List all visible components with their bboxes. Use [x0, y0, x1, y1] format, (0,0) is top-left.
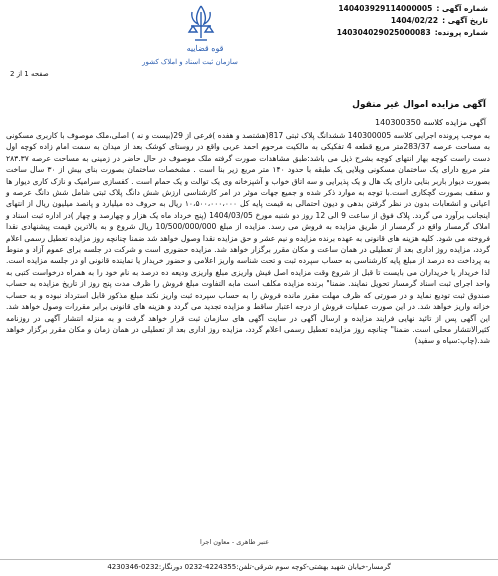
meta-value: 140403929114000005 — [338, 3, 433, 13]
notice-metadata — [288, 2, 488, 38]
org-subtitle: سازمان ثبت اسناد و املاک کشور — [142, 58, 238, 66]
meta-row-notice-number — [288, 2, 488, 14]
signature-line: عنبر طاهری - معاون اجرا — [200, 538, 269, 546]
notice-title: آگهی مزایده اموال غیر منقول — [352, 100, 486, 110]
page-number: صفحه 1 از 2 — [10, 70, 49, 78]
meta-row-notice-date — [288, 14, 488, 26]
footer-address: گرمسار-خیابان شهید بهشتی-کوچه سوم شرقی-تلفن:4224355-0232 دورنگار:0232-4230346 — [0, 559, 498, 571]
org-title: قوه قضاییه — [186, 44, 224, 53]
meta-label: شماره آگهی : — [436, 3, 488, 13]
judiciary-emblem-icon — [186, 4, 216, 44]
meta-row-case-number — [288, 26, 488, 38]
case-class-line: آگهی مزایده کلاسه 140300350 — [375, 118, 486, 127]
notice-body: به موجب پرونده اجرایی کلاسه 140300005 ششدانگ پلاک ثبتی 817(هشتصد و هفده )فرعی از 29(بیست و نه ) اصلی،ملک موصوف با کاربری مسکونی به مساحت عرصه 283/37متر مربع قطعه 4 تفکیکی به مالکیت مرحوم احمد عربی واقع در روستای کوشک بعد از میدان به سمت امام زاده کوچه اول دست راست کوچه بهار انتهای کوچه بشرح ذیل می باشد:طبق مشاهدات صورت گرفته ملک موصوف در حال حاضر در زمینی به مساحت عرصه ۲۸۳.۳۷ متر مربع دارای یک ساختمان مسکونی ویلایی یک طبقه با حدود ۱۴۰ متر مربع زیر بنا است . مشخصات ساختمان بصورت بنای بیش از ۳۰ سال ساخت بصورت دیوار باربر بنایی دارای یک هال و یک پذیرایی و سه اتاق خواب و آشپزخانه وی یک توالت و یک حمام است . کفسازی سرامیک و نازک کاری دیوار ها و سقف بصورت گچکاری است.با توجه به موارد ذکر شده و جمیع جهات موثر در امر کارشناسی ارزش شش دانگ پلاک ثبتی شامل شش دانگ عرصه و اعیانی و انشعابات بدون در نظر گرفتن بدهی و دیون احتمالی به قیمت پایه کل ۱۰،۵۰۰،۰۰۰،۰۰۰ ریال به حروف ده میلیارد و پانصد میلیون ریال از انتهای اینجانب برآورد می گردد. پلاک فوق از ساعت 9 الی 12 روز دو شنبه مورخ 1404/03/05 (پنج خرداد ماه یک هزار و چهارصد و چهار )در اداره ثبت اسناد و املاک گرمسار واقع در گرمسار از طریق مزایده به فروش می رسد. مزایده از مبلغ 10/500/000/000 ریال شروع و به بالاترین قیمت پیشنهادی نقدا فروخته می شود. کلیه هزینه های قانونی به عهده برنده مزایده و نیم عشر و حق مزایده نقدا وصول خواهد شد ضمنا چنانچه روز مزایده تعطیل رسمی اعلام گردد، مزایده روز اداری بعد از تعطیلی در همان ساعت و مکان مقرر برگزار خواهد شد. مزایده حضوری است و شرکت در جلسه برای عموم آزاد و منوط به پرداخت ده درصد از مبلغ پایه کارشناسی به حساب سپرده ثبت و تحت شناسه واریز اعلامی و حضور خریدار یا نماینده قانونی او در جلسه مزایده است. لذا خریدار یا خریداران می بایست تا قبل از شروع وقت مزایده اصل فیش واریزی مبلغ واریزی ودیعه ده درصد به نام خود را به همراه درخواست کتبی به واحد اجرای ثبت اسناد گرمسار تحویل نمایند. ضمنا" برنده مزایده مکلف است مابه التفاوت مبلغ فروش را ظرف مدت پنج روز از تاریخ مزایده به حساب صندوق ثبت تودیع نماید و در صورتی که ظرف مهلت مقرر مانده فروش را به حساب سپرده ثبت واریز نکند مبلغ مذکور قابل استرداد نبوده و به حساب خزانه واریز خواهد شد. در این صورت عملیات فروش از درجه اعتبار ساقط و مزایده تجدید می گردد و هزینه های قانونی برابر مقررات وصول خواهد شد. این آگهی پس از تائید نهایی فرایند مزایده و ارسال آگهی در سایت آگهی های سازمان ثبت قرار خواهد گرفت و به منزله انتشار آگهی در روزنامه کثیرالانتشار محلی است. ضمنا" چنانچه روز مزایده تعطیل رسمی اعلام گردد، مزایده روز اداری بعد از تعطیلی در همان زمان و مکان مقرر برگزار خواهد شد.(چاپ:سیاه و سفید) — [6, 131, 490, 346]
meta-label: شماره پرونده: — [434, 27, 488, 37]
meta-value: 140304029025000083 — [336, 27, 431, 37]
meta-label: تاریخ آگهی : — [442, 15, 488, 25]
meta-value: 1404/02/22 — [390, 15, 439, 25]
